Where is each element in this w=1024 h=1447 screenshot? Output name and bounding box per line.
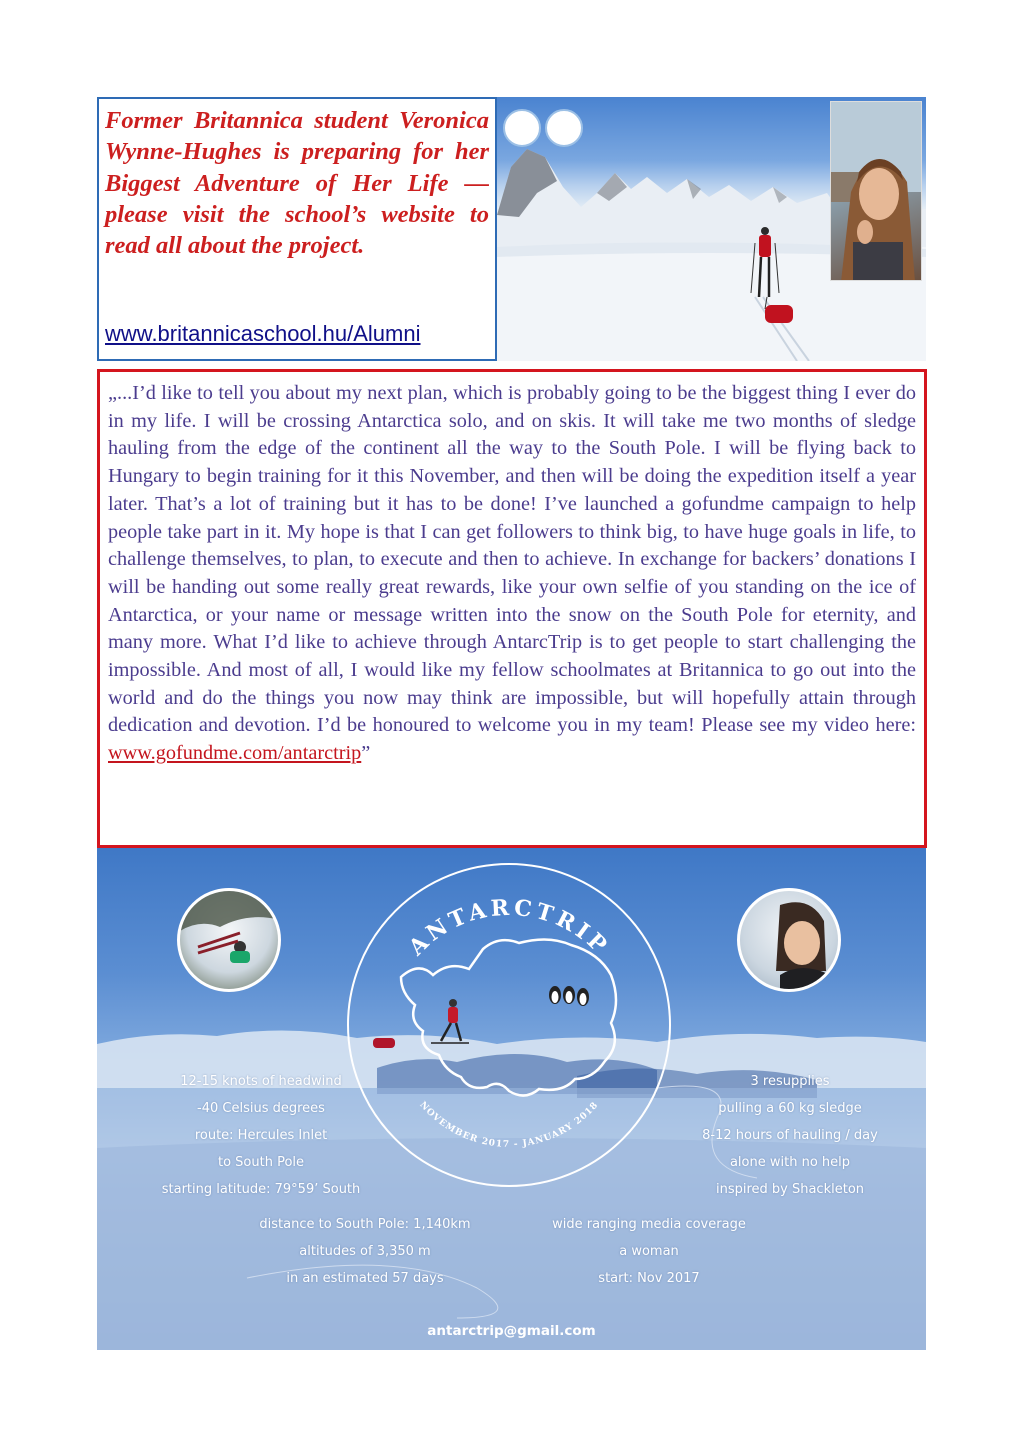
right-facts <box>640 1068 926 1203</box>
contact-email[interactable]: antarctrip@gmail.com <box>427 1323 596 1339</box>
fact-item: route: Hercules Inlet <box>194 1128 328 1143</box>
badge-skier <box>431 999 469 1043</box>
badge-title: ANTARCTRIP <box>403 894 615 961</box>
hitchhiking-logo <box>503 109 541 147</box>
quote-paragraph <box>108 380 916 768</box>
antarctrip-logo <box>545 109 583 147</box>
intro-box <box>97 97 497 361</box>
fact-item: distance to South Pole: 1,140km <box>259 1217 471 1232</box>
veronica-round-photo <box>737 888 841 992</box>
fact-item: starting latitude: 79°59’ South <box>161 1182 361 1197</box>
fact-item: inspired by Shackleton <box>715 1182 865 1197</box>
fact-item: altitudes of 3,350 m <box>299 1244 431 1259</box>
fact-item: 3 resupplies <box>750 1074 830 1089</box>
alumni-link[interactable]: www.britannicaschool.hu/Alumni <box>105 321 421 346</box>
fact-item: in an estimated 57 days <box>286 1271 444 1286</box>
fact-item: 12-15 knots of headwind <box>180 1074 342 1089</box>
fact-item: start: Nov 2017 <box>598 1271 700 1286</box>
fact-item: 8-12 hours of hauling / day <box>702 1128 878 1143</box>
antarctrip-poster <box>97 848 926 1350</box>
intro-text: Former Britannica student Veronica Wynne-Hughes is preparing for her Biggest Adventure of Her Life —please visit the school’s website to read all about the project. <box>105 107 489 260</box>
fact-item: a woman <box>619 1244 679 1259</box>
quote-closing: ” <box>361 742 371 765</box>
bottom-right-facts <box>499 1211 799 1292</box>
quote-text: „...I’d like to tell you about my next plan, which is probably going to be the biggest thing I ever do in my life. I will be crossing Antarctica solo, and on skis. It will take me two months of sledge hauling from the edge of the continent all the way to the South Pole. I will be flying back to Hungary to begin training for it this November, and then will be doing the expedition itself a year later. That’s a lot of training but it has to be done! I’ve launched a gofundme campaign to help people take part in it. My hope is that I can get followers to think big, to have huge goals in life, to challenge themselves, to plan, to execute and then to achieve. In exchange for backers’ donations I will be handing out some really great rewards, like your own selfie of you standing on the ice of Antarctica, or your name or message written into the snow on the South Pole for eternity, and many more. What I’d like to achieve through AntarcTrip is to get people to start challenging the impossible. And most of all, I would like my fellow schoolmates at Britannica to go out into the world and do the things you now may think are impossible, but will hopefully attain through dedication and devotion. I’d be honoured to welcome you in my team! Please see my video here: <box>108 382 916 737</box>
bottom-left-facts <box>215 1211 515 1292</box>
skier-photo <box>497 97 926 361</box>
fact-item: wide ranging media coverage <box>552 1217 746 1232</box>
veronica-portrait <box>830 101 922 281</box>
badge-dates: NOVEMBER 2017 - JANUARY 2018 <box>417 1100 601 1150</box>
fact-item: pulling a 60 kg sledge <box>718 1101 862 1116</box>
left-facts <box>111 1068 411 1203</box>
gofundme-link[interactable]: www.gofundme.com/antarctrip <box>108 742 362 765</box>
skier-fall-photo <box>177 888 281 992</box>
fact-item: alone with no help <box>729 1155 851 1170</box>
fact-item: to South Pole <box>217 1155 305 1170</box>
quote-box <box>97 369 927 848</box>
penguins <box>549 986 589 1006</box>
fact-item: -40 Celsius degrees <box>197 1101 325 1116</box>
